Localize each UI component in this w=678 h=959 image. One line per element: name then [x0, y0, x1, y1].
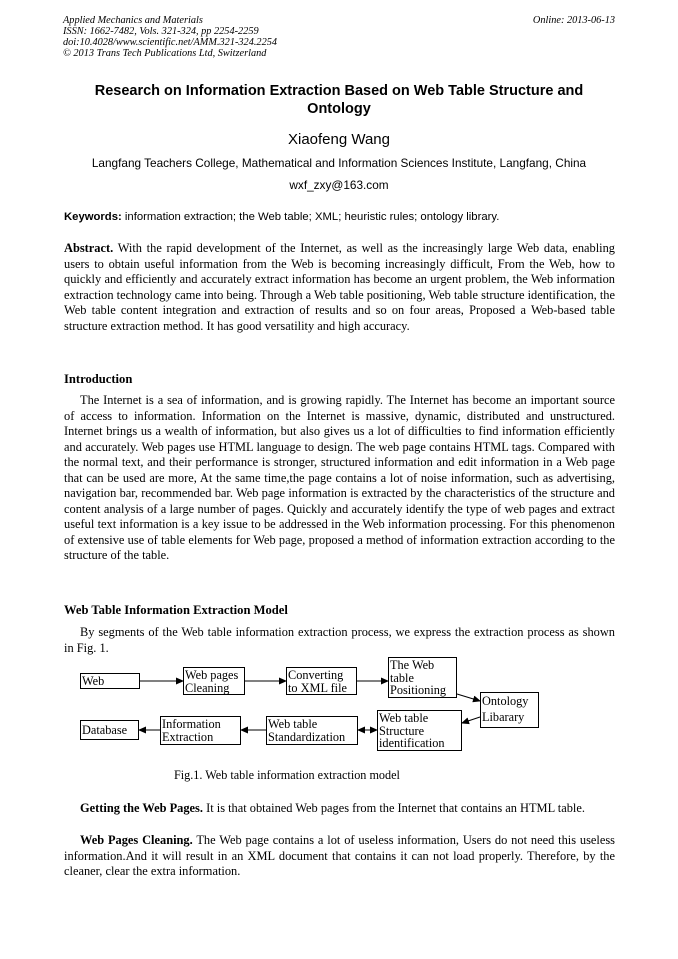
box-positioning-line-1: The Web	[390, 658, 435, 672]
arrow-ontology-to-structure	[462, 717, 480, 723]
keywords-label: Keywords:	[64, 211, 122, 223]
author-name: Xiaofeng Wang	[287, 131, 390, 148]
cleaning-label: Web Pages Cleaning.	[80, 833, 193, 847]
keywords	[64, 211, 616, 223]
journal-header	[63, 15, 615, 59]
figure-1-diagram	[60, 652, 620, 752]
author-email: wxf_zxy@163.com	[289, 178, 389, 192]
box-cleaning-line-2: Cleaning	[185, 680, 230, 695]
getting-web-pages	[64, 801, 615, 817]
box-information-extraction	[160, 716, 241, 745]
box-standard-line-2: Standardization	[268, 729, 346, 744]
box-converting-xml	[286, 667, 357, 695]
web-pages-cleaning	[64, 833, 615, 880]
paper-title	[55, 82, 623, 118]
abstract-text: With the rapid development of the Internet, as well as the increasingly large Web data, enabling users to obtain useful information from the Web is becoming increasingly difficult, From the Web, how to quickly and efficiently and accurately extract information has become an urgent problem, the Web information extraction technology came into being. Through a Web table positioning, Web table structure identification, the Web table content integration and extraction of results and so on four areas, Proposed a Web-based table structure extraction method. It has good versatility and high accuracy.	[64, 241, 615, 333]
box-structure-identification	[377, 710, 462, 751]
box-structure-line-2: Structure	[379, 723, 425, 738]
title-line-1: Research on Information Extraction Based on Web Table Structure and	[94, 83, 584, 99]
box-structure-line-3: identification	[379, 736, 445, 750]
box-positioning-line-2: table	[390, 670, 414, 685]
abstract	[64, 241, 615, 334]
box-xml-line-1: Converting	[288, 668, 344, 682]
journal-issn: ISSN: 1662-7482, Vols. 321-324, pp 2254-2259	[63, 26, 259, 37]
online-date: Online: 2013-06-13	[532, 15, 615, 26]
box-standardization	[266, 716, 358, 745]
box-web-pages-cleaning	[183, 667, 245, 695]
box-infoext-line-1: Information	[162, 717, 221, 731]
box-ontology-line-1: Ontology	[482, 694, 529, 708]
journal-name: Applied Mechanics and Materials	[63, 15, 203, 26]
box-database-label: Database	[82, 723, 128, 737]
cleaning-text: The Web page contains a lot of useless information, Users do not need this useless information.And it will result in an XML document that contains it can not load properly. Therefore, by the cleaner, clear the extra information.	[64, 833, 615, 878]
title-line-2: Ontology	[307, 101, 371, 117]
box-web-label: Web	[82, 674, 105, 688]
box-standard-line-1: Web table	[268, 717, 318, 731]
box-positioning-line-3: Positioning	[390, 683, 447, 697]
introduction-text: The Internet is a sea of information, and is growing rapidly. The Internet has become an important source of access to information. Information on the Internet is massive, dynamic, distributed and unstructured. Internet brings us a wealth of information, but also gives us a lot of difficulties to find information efficiently and accurately. Web pages use HTML language to design. The web page contains HTML tags. Compared with the normal text, and their performance is stronger, structured information and edit information in a Web page that can be used are more, At the same time,the page contains a lot of noise information, such as advertising, navigation bar, recommended bar. Web page information is extracted by the characteristics of the structure and content analysis of a large number of pages. Quickly and accurately identify the type of web pages and extract useful text information is a key issue to be addressed in the Web information processing. For this phenomenon of extensive use of table elements for Web page, proposed a method of information extraction according to the structure of the table.	[64, 393, 615, 562]
getting-label: Getting the Web Pages.	[80, 801, 203, 815]
figure-caption: Fig.1. Web table information extraction model	[174, 768, 400, 782]
introduction-heading: Introduction	[64, 372, 133, 386]
box-cleaning-line-1: Web pages	[185, 668, 239, 682]
keywords-text: information extraction; the Web table; XML; heuristic rules; ontology library.	[121, 211, 500, 223]
box-web	[80, 673, 140, 689]
model-intro: By segments of the Web table information extraction process, we express the extraction process as shown in Fig. 1.	[64, 625, 615, 655]
abstract-label: Abstract.	[64, 241, 114, 255]
journal-copyright: © 2013 Trans Tech Publications Ltd, Switzerland	[63, 48, 267, 59]
box-database	[80, 720, 139, 740]
box-structure-line-1: Web table	[379, 711, 429, 725]
journal-doi: doi:10.4028/www.scientific.net/AMM.321-324.2254	[63, 37, 278, 48]
model-heading: Web Table Information Extraction Model	[64, 603, 288, 617]
box-infoext-line-2: Extraction	[162, 729, 214, 744]
arrow-positioning-to-ontology	[457, 694, 480, 701]
getting-text: It is that obtained Web pages from the Internet that contains an HTML table.	[202, 801, 585, 815]
box-table-positioning	[388, 657, 457, 698]
box-ontology-library	[480, 692, 539, 728]
box-xml-line-2: to XML file	[288, 680, 347, 695]
box-ontology-line-2: Libarary	[482, 709, 525, 724]
author-affiliation: Langfang Teachers College, Mathematical and Information Sciences Institute, Langfang, China	[91, 156, 587, 170]
